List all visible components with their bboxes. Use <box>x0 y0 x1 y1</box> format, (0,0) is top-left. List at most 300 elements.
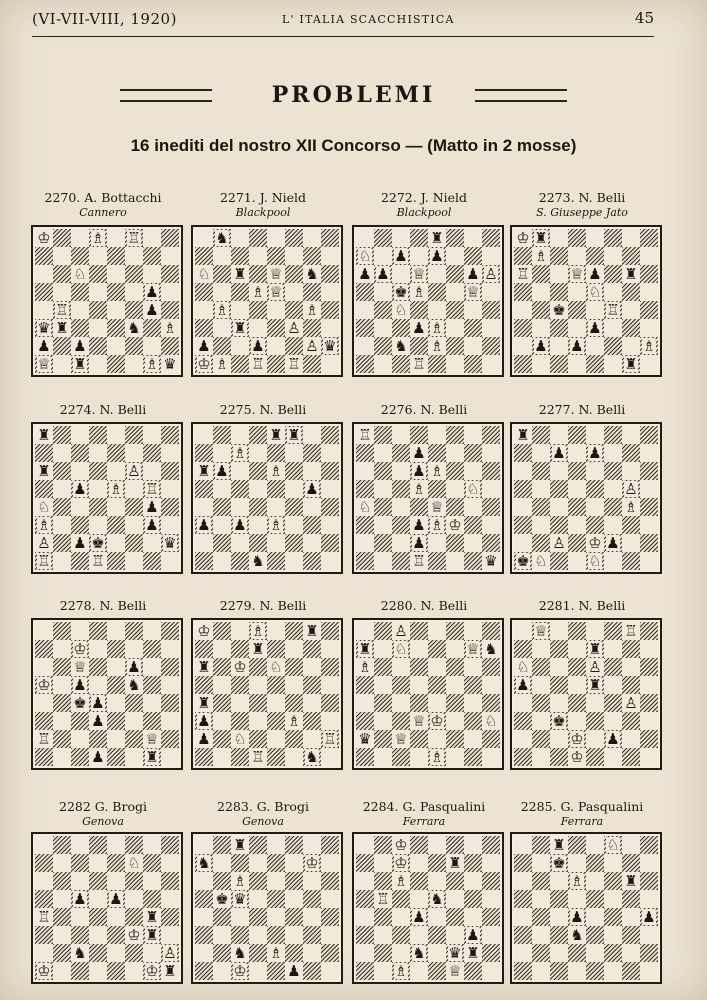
board-square <box>392 426 410 444</box>
white-king-icon: ♔ <box>570 748 584 766</box>
board-square <box>640 229 658 247</box>
board-square <box>586 444 604 462</box>
board-square <box>586 926 604 944</box>
board-square <box>640 926 658 944</box>
board-square <box>392 355 410 373</box>
problem-label: 2279. N. Belli <box>219 598 307 613</box>
board-square <box>213 730 231 748</box>
black-pawn-icon: ♟ <box>91 748 105 766</box>
board-square <box>514 676 532 694</box>
board-square <box>213 552 231 570</box>
board-square <box>428 962 446 980</box>
white-queen-icon: ♕ <box>37 355 51 373</box>
board-square <box>550 480 568 498</box>
board-square <box>514 498 532 516</box>
board-square <box>107 926 125 944</box>
board-square <box>410 872 428 890</box>
black-rook-icon: ♜ <box>269 426 283 444</box>
white-knight-icon: ♘ <box>588 283 602 301</box>
board-square <box>428 229 446 247</box>
board-square <box>53 534 71 552</box>
board-square <box>532 944 550 962</box>
board-square <box>568 498 586 516</box>
white-bishop-icon: ♗ <box>91 229 105 247</box>
board-square <box>568 730 586 748</box>
board-square <box>410 265 428 283</box>
problem-place: Ferrara <box>560 815 604 828</box>
board-square <box>143 658 161 676</box>
board-square <box>71 890 89 908</box>
black-rook-icon: ♜ <box>305 622 319 640</box>
black-pawn-icon: ♟ <box>145 283 159 301</box>
board-square <box>125 462 143 480</box>
board-square <box>464 283 482 301</box>
board-square <box>267 872 285 890</box>
board-square <box>321 355 339 373</box>
board-square <box>125 676 143 694</box>
chess-diagram <box>31 225 183 377</box>
board-square <box>195 229 213 247</box>
board-square <box>356 712 374 730</box>
chess-diagram <box>191 225 343 377</box>
board-square <box>143 854 161 872</box>
black-king-icon: ♚ <box>552 854 566 872</box>
board-square <box>285 498 303 516</box>
board-square <box>107 516 125 534</box>
board-square <box>285 534 303 552</box>
white-rook-icon: ♖ <box>606 301 620 319</box>
board-square <box>285 480 303 498</box>
board-square <box>71 962 89 980</box>
white-knight-icon: ♘ <box>73 265 87 283</box>
board-square <box>604 265 622 283</box>
chess-diagram <box>510 225 662 377</box>
board-square <box>550 854 568 872</box>
board-square <box>604 890 622 908</box>
black-pawn-icon: ♟ <box>197 730 211 748</box>
board-square <box>374 908 392 926</box>
white-rook-icon: ♖ <box>412 355 426 373</box>
board-square <box>604 640 622 658</box>
board-square <box>267 926 285 944</box>
board-square <box>213 265 231 283</box>
black-pawn-icon: ♟ <box>197 516 211 534</box>
board-square <box>514 890 532 908</box>
board-square <box>143 480 161 498</box>
board-square <box>482 640 500 658</box>
black-rook-icon: ♜ <box>552 836 566 854</box>
board-square <box>568 890 586 908</box>
board-square <box>550 337 568 355</box>
board-square <box>89 872 107 890</box>
white-bishop-icon: ♗ <box>37 516 51 534</box>
chessboard <box>514 229 658 373</box>
chessboard <box>514 426 658 570</box>
board-square <box>586 622 604 640</box>
white-king-icon: ♔ <box>394 836 408 854</box>
board-square <box>550 676 568 694</box>
black-pawn-icon: ♟ <box>570 908 584 926</box>
board-square <box>89 301 107 319</box>
board-square <box>392 836 410 854</box>
board-square <box>356 283 374 301</box>
board-square <box>640 854 658 872</box>
board-square <box>195 748 213 766</box>
board-square <box>586 498 604 516</box>
black-rook-icon: ♜ <box>37 462 51 480</box>
board-square <box>71 908 89 926</box>
black-pawn-icon: ♟ <box>251 337 265 355</box>
board-square <box>514 319 532 337</box>
board-square <box>267 516 285 534</box>
board-square <box>464 748 482 766</box>
board-square <box>586 534 604 552</box>
board-square <box>410 355 428 373</box>
board-square <box>550 319 568 337</box>
board-square <box>410 712 428 730</box>
board-square <box>35 516 53 534</box>
board-square <box>53 854 71 872</box>
board-square <box>568 748 586 766</box>
board-square <box>143 890 161 908</box>
board-square <box>53 908 71 926</box>
board-square <box>464 229 482 247</box>
board-square <box>604 730 622 748</box>
board-square <box>143 962 161 980</box>
board-square <box>550 283 568 301</box>
board-square <box>640 622 658 640</box>
black-pawn-icon: ♟ <box>233 516 247 534</box>
board-square <box>231 676 249 694</box>
board-square <box>107 265 125 283</box>
board-square <box>356 676 374 694</box>
chess-diagram <box>352 225 504 377</box>
board-square <box>482 836 500 854</box>
board-square <box>107 355 125 373</box>
board-square <box>604 516 622 534</box>
board-square <box>267 229 285 247</box>
white-bishop-icon: ♗ <box>269 944 283 962</box>
board-square <box>249 872 267 890</box>
black-knight-icon: ♞ <box>233 944 247 962</box>
board-square <box>321 854 339 872</box>
board-square <box>640 462 658 480</box>
board-square <box>321 265 339 283</box>
board-square <box>285 658 303 676</box>
board-square <box>249 319 267 337</box>
board-square <box>410 962 428 980</box>
board-square <box>321 516 339 534</box>
board-square <box>392 534 410 552</box>
board-square <box>374 480 392 498</box>
board-square <box>35 283 53 301</box>
board-square <box>532 426 550 444</box>
board-square <box>89 854 107 872</box>
black-pawn-icon: ♟ <box>37 337 51 355</box>
board-square <box>53 890 71 908</box>
board-square <box>640 301 658 319</box>
board-square <box>267 534 285 552</box>
board-square <box>640 962 658 980</box>
board-square <box>550 872 568 890</box>
board-square <box>53 640 71 658</box>
black-knight-icon: ♞ <box>73 944 87 962</box>
board-square <box>213 622 231 640</box>
board-square <box>143 748 161 766</box>
board-square <box>514 355 532 373</box>
black-knight-icon: ♞ <box>127 676 141 694</box>
board-square <box>464 247 482 265</box>
black-rook-icon: ♜ <box>588 640 602 658</box>
board-square <box>71 676 89 694</box>
board-square <box>321 730 339 748</box>
board-square <box>71 355 89 373</box>
board-square <box>107 301 125 319</box>
black-pawn-icon: ♟ <box>91 694 105 712</box>
problem-15 <box>349 799 499 829</box>
white-bishop-icon: ♗ <box>251 283 265 301</box>
board-square <box>285 444 303 462</box>
board-square <box>267 658 285 676</box>
white-bishop-icon: ♗ <box>430 748 444 766</box>
white-king-icon: ♔ <box>197 622 211 640</box>
white-king-icon: ♔ <box>233 962 247 980</box>
board-square <box>107 890 125 908</box>
page-number: 45 <box>634 9 654 27</box>
board-square <box>249 622 267 640</box>
board-square <box>249 516 267 534</box>
chess-diagram <box>510 618 662 770</box>
black-pawn-icon: ♟ <box>145 516 159 534</box>
white-bishop-icon: ♗ <box>412 283 426 301</box>
problem-label: 2277. N. Belli <box>538 402 626 417</box>
board-square <box>267 265 285 283</box>
board-square <box>622 462 640 480</box>
board-square <box>446 552 464 570</box>
board-square <box>53 480 71 498</box>
board-square <box>161 676 179 694</box>
board-square <box>231 694 249 712</box>
board-square <box>321 319 339 337</box>
board-square <box>71 640 89 658</box>
board-square <box>285 872 303 890</box>
black-pawn-icon: ♟ <box>127 658 141 676</box>
board-square <box>125 872 143 890</box>
board-square <box>514 836 532 854</box>
board-square <box>374 265 392 283</box>
board-square <box>89 908 107 926</box>
board-square <box>107 337 125 355</box>
board-square <box>89 890 107 908</box>
board-square <box>231 462 249 480</box>
chessboard <box>356 622 500 766</box>
board-square <box>89 516 107 534</box>
problem-label: 2271. J. Nield <box>219 190 307 205</box>
board-square <box>514 730 532 748</box>
board-square <box>446 534 464 552</box>
board-square <box>143 552 161 570</box>
board-square <box>143 355 161 373</box>
board-square <box>446 498 464 516</box>
section-title: PROBLEMI <box>271 82 436 108</box>
board-square <box>356 265 374 283</box>
board-square <box>249 908 267 926</box>
board-square <box>446 836 464 854</box>
board-square <box>356 247 374 265</box>
board-square <box>532 962 550 980</box>
board-square <box>550 836 568 854</box>
board-square <box>213 534 231 552</box>
board-square <box>125 355 143 373</box>
black-rook-icon: ♜ <box>624 872 638 890</box>
board-square <box>35 640 53 658</box>
board-square <box>143 444 161 462</box>
board-square <box>446 337 464 355</box>
board-square <box>267 890 285 908</box>
board-square <box>374 926 392 944</box>
board-square <box>143 337 161 355</box>
board-square <box>356 890 374 908</box>
board-square <box>303 872 321 890</box>
white-pawn-icon: ♙ <box>305 337 319 355</box>
board-square <box>107 658 125 676</box>
board-square <box>482 265 500 283</box>
board-square <box>464 712 482 730</box>
board-square <box>249 444 267 462</box>
board-square <box>249 534 267 552</box>
white-knight-icon: ♘ <box>269 658 283 676</box>
board-square <box>392 552 410 570</box>
board-square <box>550 712 568 730</box>
board-square <box>550 730 568 748</box>
white-king-icon: ♔ <box>394 854 408 872</box>
board-square <box>482 462 500 480</box>
black-rook-icon: ♜ <box>73 355 87 373</box>
board-square <box>303 854 321 872</box>
black-rook-icon: ♜ <box>197 658 211 676</box>
board-square <box>125 516 143 534</box>
board-square <box>428 301 446 319</box>
board-square <box>125 229 143 247</box>
board-square <box>482 712 500 730</box>
board-square <box>374 355 392 373</box>
problem-10 <box>188 598 338 614</box>
problem-6 <box>188 402 338 418</box>
board-square <box>321 462 339 480</box>
board-square <box>213 658 231 676</box>
board-square <box>356 926 374 944</box>
board-square <box>356 355 374 373</box>
board-square <box>249 854 267 872</box>
board-square <box>231 622 249 640</box>
board-square <box>374 836 392 854</box>
board-square <box>35 712 53 730</box>
board-square <box>550 694 568 712</box>
board-square <box>249 926 267 944</box>
board-square <box>213 944 231 962</box>
board-square <box>161 622 179 640</box>
board-square <box>231 355 249 373</box>
board-square <box>125 552 143 570</box>
board-square <box>231 962 249 980</box>
board-square <box>161 337 179 355</box>
white-bishop-icon: ♗ <box>642 337 656 355</box>
board-square <box>586 480 604 498</box>
board-square <box>622 926 640 944</box>
board-square <box>71 426 89 444</box>
board-square <box>514 926 532 944</box>
board-square <box>125 694 143 712</box>
board-square <box>482 730 500 748</box>
board-square <box>249 301 267 319</box>
board-square <box>374 283 392 301</box>
board-square <box>321 712 339 730</box>
board-square <box>231 534 249 552</box>
black-pawn-icon: ♟ <box>73 337 87 355</box>
board-square <box>267 640 285 658</box>
board-square <box>482 854 500 872</box>
board-square <box>285 265 303 283</box>
board-square <box>89 748 107 766</box>
white-knight-icon: ♘ <box>37 498 51 516</box>
board-square <box>267 854 285 872</box>
board-square <box>568 337 586 355</box>
board-square <box>53 265 71 283</box>
board-square <box>586 355 604 373</box>
board-square <box>392 872 410 890</box>
board-square <box>392 444 410 462</box>
black-knight-icon: ♞ <box>412 944 426 962</box>
board-square <box>321 890 339 908</box>
board-square <box>107 229 125 247</box>
board-square <box>321 676 339 694</box>
board-square <box>143 676 161 694</box>
board-square <box>622 247 640 265</box>
board-square <box>464 301 482 319</box>
black-king-icon: ♚ <box>73 694 87 712</box>
black-pawn-icon: ♟ <box>412 908 426 926</box>
black-pawn-icon: ♟ <box>394 247 408 265</box>
board-square <box>374 498 392 516</box>
board-square <box>249 337 267 355</box>
board-square <box>35 480 53 498</box>
black-pawn-icon: ♟ <box>197 337 211 355</box>
board-square <box>604 319 622 337</box>
board-square <box>303 712 321 730</box>
black-queen-icon: ♛ <box>163 534 177 552</box>
board-square <box>303 229 321 247</box>
board-square <box>195 640 213 658</box>
board-square <box>392 337 410 355</box>
board-square <box>482 534 500 552</box>
board-square <box>71 534 89 552</box>
board-square <box>374 516 392 534</box>
white-bishop-icon: ♗ <box>215 301 229 319</box>
board-square <box>622 426 640 444</box>
chessboard <box>514 622 658 766</box>
board-square <box>356 444 374 462</box>
board-square <box>249 694 267 712</box>
board-square <box>53 552 71 570</box>
board-square <box>428 444 446 462</box>
board-square <box>35 462 53 480</box>
board-square <box>392 265 410 283</box>
subtitle: 16 inediti del nostro XII Concorso — (Matto in 2 mosse) <box>130 136 577 155</box>
white-knight-icon: ♘ <box>127 854 141 872</box>
board-square <box>321 622 339 640</box>
board-square <box>550 552 568 570</box>
board-square <box>586 730 604 748</box>
